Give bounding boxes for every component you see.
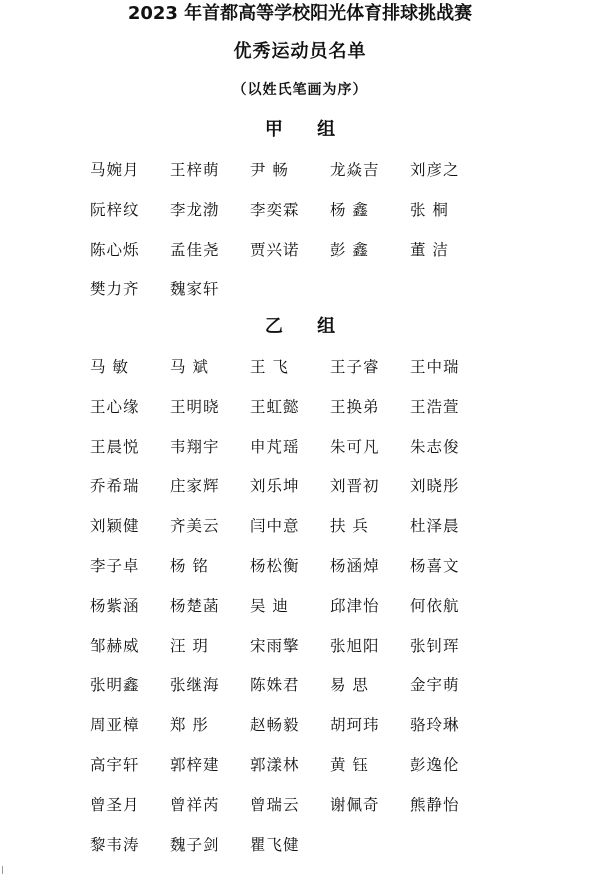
ordering-note: （以姓氏笔画为序） — [232, 82, 368, 98]
athlete-name: 陈姝君 — [250, 676, 300, 695]
athlete-name: 彭逸伦 — [410, 755, 460, 774]
athlete-name: 黎韦涛 — [90, 835, 140, 854]
athlete-name: 邹赫威 — [90, 636, 140, 655]
athlete-name: 尹 畅 — [250, 161, 289, 179]
athlete-name: 王虹懿 — [250, 397, 300, 416]
athlete-name: 乔希瑞 — [90, 477, 140, 496]
athlete-name: 瞿飞健 — [250, 835, 300, 854]
athlete-name: 马 斌 — [170, 358, 209, 376]
athlete-name: 宋雨擎 — [250, 636, 300, 655]
athlete-name: 申芃瑶 — [250, 437, 300, 456]
athlete-name: 闫中意 — [250, 517, 300, 536]
athlete-name: 胡珂玮 — [330, 716, 380, 735]
athlete-name: 王浩萱 — [410, 397, 460, 416]
athlete-name: 刘颖健 — [90, 517, 140, 536]
athlete-name: 郭梓建 — [170, 755, 220, 774]
athlete-name: 王中瑞 — [410, 358, 460, 376]
athlete-name: 王 飞 — [250, 358, 289, 376]
athlete-name: 杨涵焯 — [330, 556, 380, 575]
athlete-name: 李奕霖 — [250, 200, 300, 219]
athlete-name: 邱津怡 — [330, 596, 380, 615]
athlete-name: 金宇萌 — [410, 676, 460, 695]
athlete-name: 吴 迪 — [250, 596, 289, 615]
athlete-name: 郭漾林 — [250, 755, 300, 774]
athlete-name: 扶 兵 — [330, 517, 369, 536]
athlete-name: 骆玲琳 — [410, 716, 460, 735]
athlete-name: 杨楚菡 — [170, 596, 220, 615]
athlete-name: 王换弟 — [330, 397, 380, 416]
athlete-name: 王子睿 — [330, 358, 380, 376]
athlete-name: 张旭阳 — [330, 636, 380, 655]
athlete-name: 龙焱吉 — [330, 161, 380, 179]
athlete-name: 杨 鑫 — [330, 200, 369, 219]
athlete-name: 马 敏 — [90, 358, 129, 376]
athlete-name: 谢佩奇 — [330, 795, 380, 814]
athlete-name: 魏子剑 — [170, 835, 220, 854]
athlete-name: 齐美云 — [170, 517, 220, 536]
athlete-name: 何依航 — [410, 596, 460, 615]
athlete-name: 刘晓彤 — [410, 477, 460, 496]
athlete-name: 杨喜文 — [410, 556, 460, 575]
athlete-name: 杨紫涵 — [90, 596, 140, 615]
page-edge-mark — [2, 866, 3, 874]
group-b-name-list — [90, 355, 490, 872]
athlete-name: 杜泽晨 — [410, 517, 460, 536]
athlete-name: 曾瑞云 — [250, 795, 300, 814]
athlete-name: 张继海 — [170, 676, 220, 695]
athlete-name: 刘晋初 — [330, 477, 380, 496]
athlete-name: 王明晓 — [170, 397, 220, 416]
athlete-name: 陈心烁 — [90, 240, 140, 259]
athlete-name: 郑 彤 — [170, 716, 209, 735]
athlete-name: 熊静怡 — [410, 795, 460, 814]
athlete-name: 韦翔宇 — [170, 437, 220, 456]
athlete-name: 周亚樟 — [90, 716, 140, 735]
athlete-name: 孟佳尧 — [170, 240, 220, 259]
athlete-name: 张 桐 — [410, 200, 449, 219]
athlete-name: 李子卓 — [90, 556, 140, 575]
document-subtitle: 优秀运动员名单 — [233, 41, 367, 62]
athlete-name: 贾兴诺 — [250, 240, 300, 259]
athlete-name: 曾圣月 — [90, 795, 140, 814]
athlete-name: 庄家辉 — [170, 477, 220, 496]
athlete-name: 阮梓纹 — [90, 200, 140, 219]
athlete-name: 樊力齐 — [90, 280, 140, 299]
athlete-name: 杨松衡 — [250, 556, 300, 575]
athlete-name: 王心缘 — [90, 397, 140, 416]
athlete-name: 易 思 — [330, 676, 369, 695]
athlete-name: 王晨悦 — [90, 437, 140, 456]
athlete-name: 曾祥芮 — [170, 795, 220, 814]
athlete-name: 董 洁 — [410, 240, 449, 259]
athlete-name: 朱志俊 — [410, 437, 460, 456]
athlete-name: 赵畅毅 — [250, 716, 300, 735]
document-title: 2023 年首都高等学校阳光体育排球挑战赛 — [127, 3, 473, 24]
athlete-name: 张钊珲 — [410, 636, 460, 655]
athlete-name: 马婉月 — [90, 161, 140, 179]
athlete-name: 刘彦之 — [410, 161, 460, 179]
athlete-name: 朱可凡 — [330, 437, 380, 456]
athlete-name: 汪 玥 — [170, 636, 209, 655]
athlete-name: 杨 铭 — [170, 556, 209, 575]
athlete-name: 刘乐坤 — [250, 477, 300, 496]
athlete-name: 彭 鑫 — [330, 240, 369, 259]
group-b-heading: 乙 组 — [264, 316, 350, 337]
athlete-name: 李龙渤 — [170, 200, 220, 219]
athlete-name: 高宇轩 — [90, 755, 140, 774]
athlete-name: 王梓萌 — [170, 161, 220, 179]
group-a-heading: 甲 组 — [264, 119, 350, 140]
athlete-name: 张明鑫 — [90, 676, 140, 695]
athlete-name: 魏家轩 — [170, 280, 220, 299]
athlete-name: 黄 钰 — [330, 755, 369, 774]
group-a-name-list — [90, 158, 490, 317]
